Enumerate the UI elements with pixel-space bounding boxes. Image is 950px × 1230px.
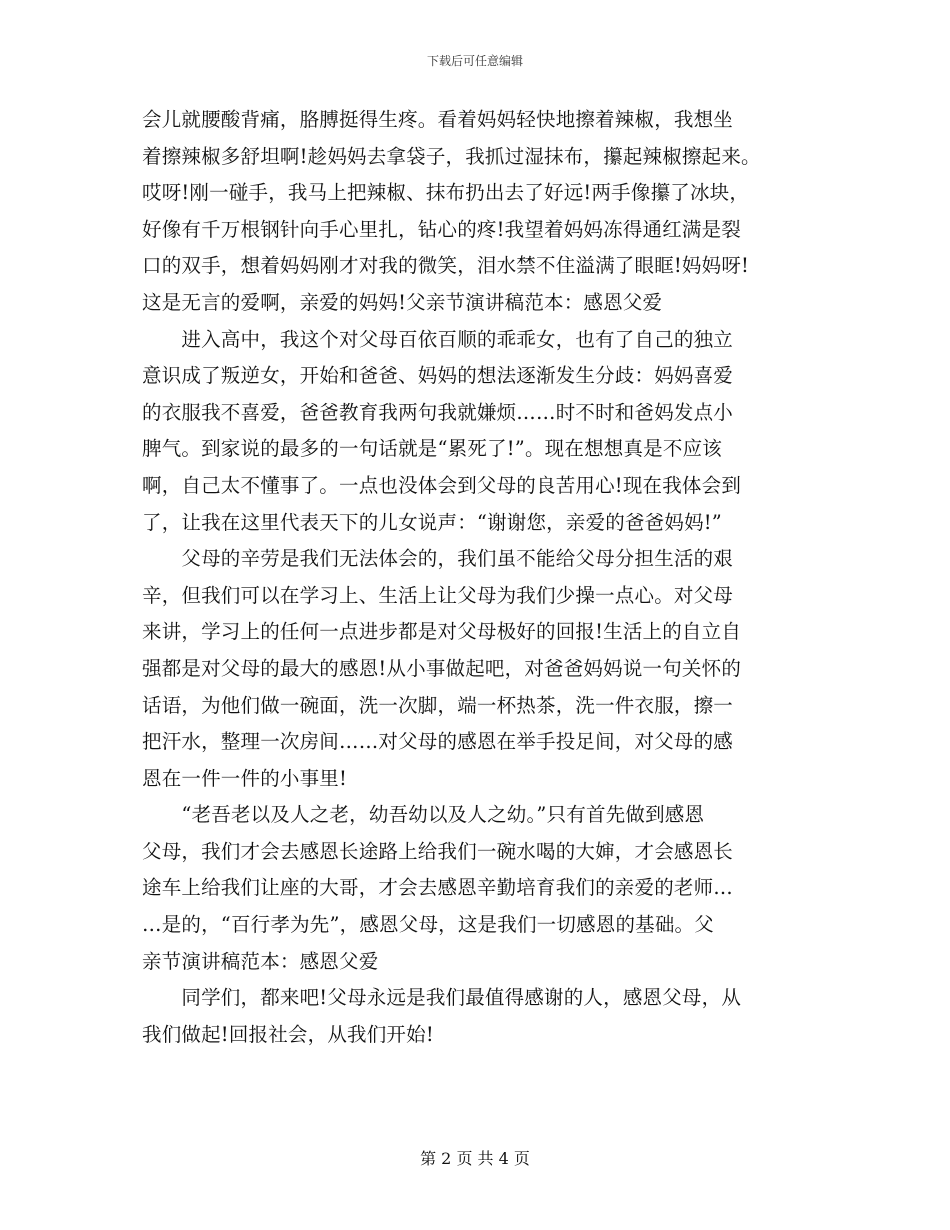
text-line: 着擦辣椒多舒坦啊!趁妈妈去拿袋子，我抓过湿抹布，攥起辣椒擦起来。 bbox=[142, 144, 761, 168]
text-line: 脾气。到家说的最多的一句话就是“累死了!”。现在想想真是不应该 bbox=[142, 437, 722, 461]
text-line: 好像有千万根钢针向手心里扎，钻心的疼!我望着妈妈冻得通红满是裂 bbox=[142, 217, 742, 241]
text-line: 会儿就腰酸背痛，胳膊挺得生疼。看着妈妈轻快地擦着辣椒，我想坐 bbox=[142, 108, 734, 131]
text-line: 父母，我们才会去感恩长途路上给我们一碗水喝的大婶，才会感恩长 bbox=[142, 839, 734, 863]
text-line: 途车上给我们让座的大哥，才会去感恩辛勤培育我们的亲爱的老师… bbox=[142, 876, 734, 900]
text-line: 了，让我在这里代表天下的儿女说声：“谢谢您，亲爱的爸爸妈妈!” bbox=[142, 510, 722, 534]
text-line: 啊，自己太不懂事了。一点也没体会到父母的良苦用心!现在我体会到 bbox=[142, 473, 742, 497]
text-line: 来讲，学习上的任何一点进步都是对父母极好的回报!生活上的自立自 bbox=[142, 620, 742, 644]
text-line: 同学们，都来吧!父母永远是我们最值得感谢的人，感恩父母，从 bbox=[142, 986, 742, 1010]
text-line: 辛，但我们可以在学习上、生活上让父母为我们少操一点心。对父母 bbox=[142, 583, 734, 607]
text-line: 我们做起!回报社会，从我们开始! bbox=[142, 1022, 434, 1046]
text-line: 父母的辛劳是我们无法体会的，我们虽不能给父母分担生活的艰 bbox=[142, 547, 734, 571]
text-line: 意识成了叛逆女，开始和爸爸、妈妈的想法逐渐发生分歧：妈妈喜爱 bbox=[142, 364, 734, 388]
text-line: 哎呀!刚一碰手，我马上把辣椒、抹布扔出去了好远!两手像攥了冰块， bbox=[142, 181, 750, 205]
text-line: 恩在一件一件的小事里! bbox=[142, 766, 348, 790]
page-number: 第 2 页 共 4 页 bbox=[420, 1149, 530, 1168]
text-line: “老吾老以及人之老，幼吾幼以及人之幼。”只有首先做到感恩 bbox=[142, 803, 705, 827]
text-line: …是的，“百行孝为先”，感恩父母，这是我们一切感恩的基础。父 bbox=[142, 913, 714, 937]
text-line: 这是无言的爱啊，亲爱的妈妈!父亲节演讲稿范本：感恩父爱 bbox=[142, 290, 663, 314]
text-line: 亲节演讲稿范本：感恩父爱 bbox=[142, 949, 379, 973]
text-line: 强都是对父母的最大的感恩!从小事做起吧，对爸爸妈妈说一句关怀的 bbox=[142, 656, 742, 680]
text-line: 口的双手，想着妈妈刚才对我的微笑，泪水禁不住溢满了眼眶!妈妈呀! bbox=[142, 254, 750, 278]
text-line: 话语，为他们做一碗面，洗一次脚，端一杯热茶，洗一件衣服，擦一 bbox=[142, 693, 734, 717]
text-line: 把汗水，整理一次房间……对父母的感恩在举手投足间，对父母的感 bbox=[142, 730, 734, 754]
page-header: 下载后可任意编辑 bbox=[426, 54, 523, 68]
text-line: 进入高中，我这个对父母百依百顺的乖乖女，也有了自己的独立 bbox=[142, 327, 734, 351]
text-line: 的衣服我不喜爱，爸爸教育我两句我就嫌烦……时不时和爸妈发点小 bbox=[142, 400, 734, 424]
document-body bbox=[142, 102, 822, 1053]
